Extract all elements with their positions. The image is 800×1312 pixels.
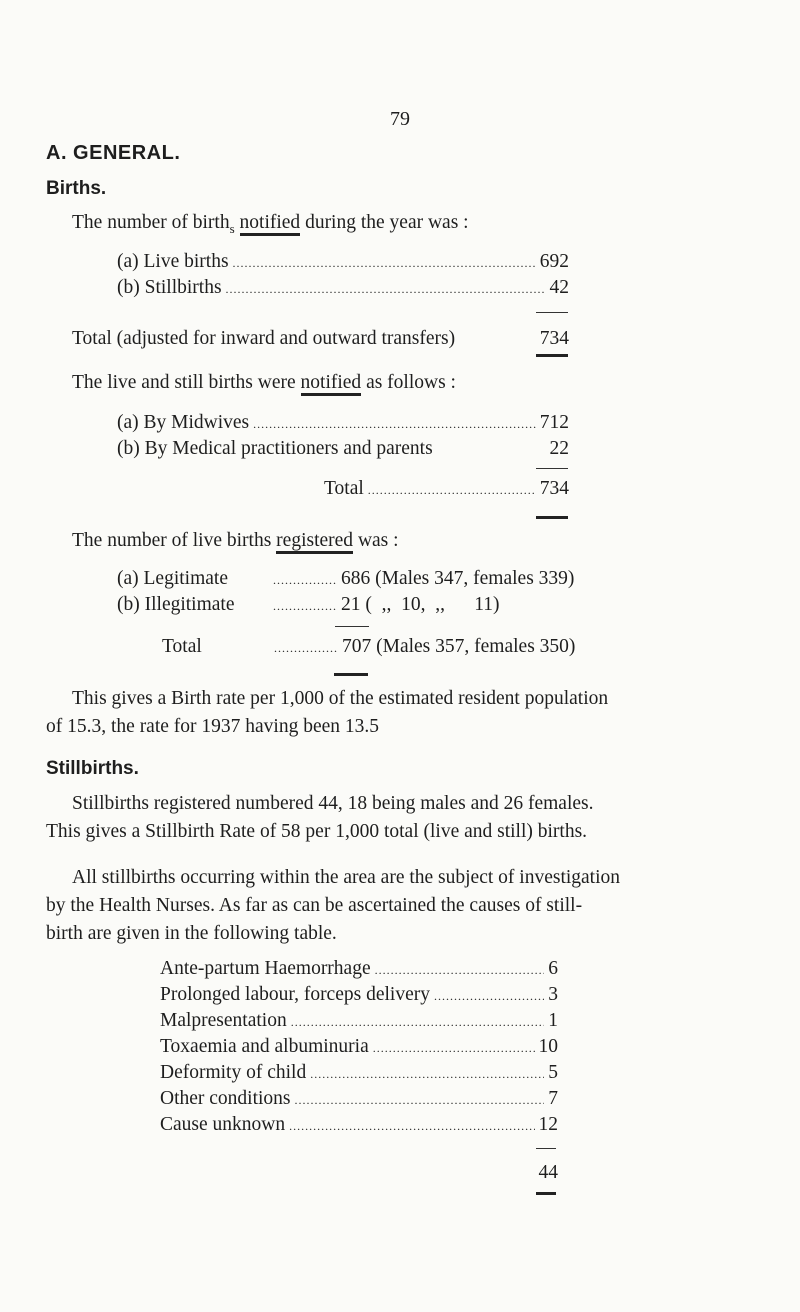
legitimate-row — [117, 566, 617, 592]
row-value: 707 (Males 357, females 350) — [342, 636, 576, 657]
registered-total-row — [162, 634, 622, 660]
page-number: 79 — [390, 108, 410, 130]
stillbirths-para2-line3: birth are given in the following table. — [46, 923, 337, 944]
sum-rule — [536, 1148, 556, 1149]
row-label: (b) Illegitimate — [117, 594, 235, 615]
cause-value: 5 — [548, 1062, 558, 1083]
leader-dots — [434, 983, 544, 1009]
registered-intro-pre: The number of live births — [72, 530, 272, 551]
leader-dots — [310, 1061, 544, 1087]
row-label: Total — [324, 478, 364, 499]
row-value: 734 — [539, 328, 569, 349]
sum-rule — [536, 312, 568, 313]
registered-intro — [72, 528, 399, 554]
row-label: Total (adjusted for inward and outward transfers) — [72, 328, 456, 349]
registered-intro-post: was : — [357, 530, 399, 551]
leader-dots — [253, 411, 536, 437]
birth-rate-line-2: of 15.3, the rate for 1937 having been 13.5 — [46, 716, 380, 737]
leader-dots — [273, 567, 337, 593]
row-label: (a) Legitimate — [117, 568, 228, 589]
medical-practitioners-row — [117, 436, 569, 462]
illegitimate-row — [117, 592, 617, 618]
births-intro-sub: s — [229, 220, 235, 236]
total-bar — [536, 354, 568, 357]
sum-rule — [335, 626, 369, 627]
stillbirths-row — [117, 275, 569, 301]
registered-intro-underlined: registered — [276, 530, 353, 554]
births-intro-underlined: notified — [240, 212, 301, 236]
cause-value: 10 — [538, 1036, 558, 1057]
cause-label: Malpresentation — [160, 1010, 287, 1031]
stillbirths-para2-line2: by the Health Nurses. As far as can be ascertained the causes of still- — [46, 895, 583, 916]
stillbirths-para2-line1: All stillbirths occurring within the area are the subject of investigation — [72, 867, 621, 888]
births-intro-pre: The number of birth — [72, 212, 230, 233]
leader-dots — [368, 477, 536, 503]
notifier-total-row — [324, 476, 569, 502]
row-value: 712 — [539, 412, 569, 433]
notifier-intro — [72, 370, 456, 396]
total-bar — [334, 673, 368, 676]
live-births-row — [117, 249, 569, 275]
cause-label: Ante-partum Haemorrhage — [160, 958, 371, 979]
leader-dots — [274, 635, 338, 661]
row-label: (a) By Midwives — [117, 412, 250, 433]
row-value: 22 — [549, 438, 569, 459]
total-bar — [536, 516, 568, 519]
leader-dots — [226, 276, 546, 302]
births-heading: Births. — [46, 178, 107, 199]
cause-row — [160, 956, 558, 982]
midwives-row — [117, 410, 569, 436]
row-value: 42 — [549, 277, 569, 298]
row-value: 686 (Males 347, females 339) — [341, 568, 575, 589]
leader-dots — [295, 1087, 545, 1113]
sum-rule — [536, 468, 568, 469]
cause-row — [160, 1060, 558, 1086]
row-value: 734 — [539, 478, 569, 499]
stillbirths-para1-line2: This gives a Stillbirth Rate of 58 per 1,000 total (live and still) births. — [46, 821, 588, 842]
cause-value: 3 — [548, 984, 558, 1005]
notifier-intro-post: as follows : — [366, 372, 456, 393]
causes-total: 44 — [538, 1162, 558, 1183]
stillbirths-para1-line1: Stillbirths registered numbered 44, 18 being males and 26 females. — [72, 793, 594, 814]
leader-dots — [373, 1035, 535, 1061]
births-intro-post: during the year was : — [305, 212, 469, 233]
notifier-intro-pre: The live and still births were — [72, 372, 296, 393]
cause-label: Cause unknown — [160, 1114, 286, 1135]
leader-dots — [233, 250, 536, 276]
cause-row — [160, 982, 558, 1008]
row-value: 692 — [539, 251, 569, 272]
cause-value: 1 — [548, 1010, 558, 1031]
cause-value: 12 — [538, 1114, 558, 1135]
leader-dots — [375, 957, 545, 983]
birth-rate-line-1: This gives a Birth rate per 1,000 of the estimated resident population — [72, 688, 609, 709]
cause-row — [160, 1112, 558, 1138]
cause-label: Deformity of child — [160, 1062, 307, 1083]
row-label: (a) Live births — [117, 251, 229, 272]
cause-label: Toxaemia and albuminuria — [160, 1036, 369, 1057]
leader-dots — [289, 1113, 534, 1139]
row-label: (b) By Medical practitioners and parents — [117, 438, 433, 459]
cause-row — [160, 1034, 558, 1060]
section-heading: A. GENERAL. — [46, 142, 181, 164]
cause-label: Prolonged labour, forceps delivery — [160, 984, 430, 1005]
births-intro — [72, 210, 469, 236]
cause-row — [160, 1086, 558, 1112]
cause-row — [160, 1008, 558, 1034]
cause-label: Other conditions — [160, 1088, 291, 1109]
births-total-row — [72, 326, 569, 352]
leader-dots — [291, 1009, 545, 1035]
total-bar — [536, 1192, 556, 1195]
stillbirths-heading: Stillbirths. — [46, 758, 139, 779]
cause-value: 7 — [548, 1088, 558, 1109]
row-label: (b) Stillbirths — [117, 277, 222, 298]
cause-value: 6 — [548, 958, 558, 979]
leader-dots — [273, 593, 337, 619]
row-value: 21 ( ,, 10, ,, 11) — [341, 594, 500, 615]
row-label: Total — [162, 636, 202, 657]
notifier-intro-underlined: notified — [301, 372, 362, 396]
